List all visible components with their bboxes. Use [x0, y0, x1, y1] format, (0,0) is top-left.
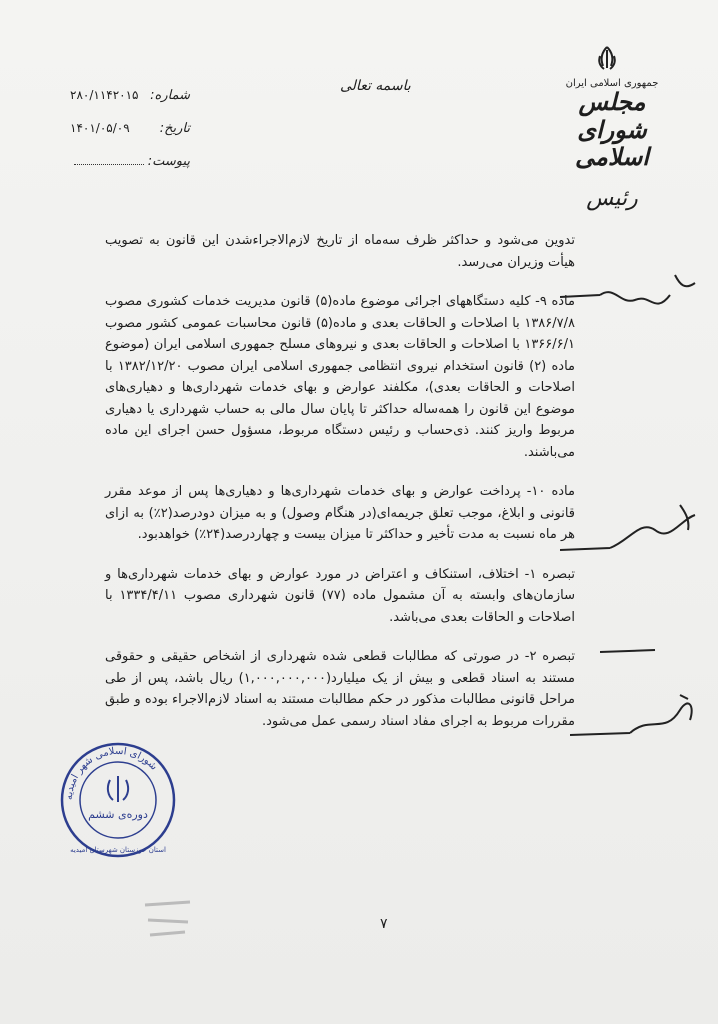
faint-scribble-icon: [140, 890, 200, 950]
margin-signature-1-icon: [560, 265, 700, 325]
number-label: شماره:: [150, 88, 190, 103]
date-value: ۱۴۰۱/۰۵/۰۹: [70, 121, 130, 135]
council-stamp: [58, 740, 178, 860]
paragraph-intro: تدوین می‌شود و حداکثر ظرف سه‌ماه از تاریخ لازم‌الاجراءشدن این قانون به تصویب هیأت وزیران می‌رسد.: [105, 233, 575, 270]
date-row: [70, 121, 190, 136]
letter-metadata: [70, 88, 190, 187]
stamp-bottom-text: استان خوزستان شهرستان امیدیه: [70, 846, 166, 854]
number-value: ۲۸۰/۱۱۴۲۰۱۵: [70, 88, 139, 102]
paragraph-note-2: تبصره ۲- در صورتی که مطالبات قطعی شده شهرداری از اشخاص حقیقی و حقوقی مستند به اسناد قطعی و بیش از یک میلیارد(۱,۰۰۰,۰۰۰,۰۰۰) ریال باشد، پس از طی مراحل قانونی مطالبات مذکور در حکم مطالبات مستند به اسناد لازم‌الاجراء بوده و طبق مقررات مربوط به اجرای مفاد اسناد رسمی عمل می‌شود.: [105, 649, 575, 729]
stamp-inner-text: دوره‌ی ششم: [88, 808, 148, 821]
paragraph-article-10: ماده ۱۰- پرداخت عوارض و بهای خدمات شهرداری‌ها و دهیاری‌ها پس از موعد مقرر قانونی و ابلاغ، موجب تعلق جریمه‌ای(در هنگام وصول) و به میزان دودرصد(۲٪) به ازای هر ماه نسبت به مدت تأخیر و حداکثر تا میزان بیست و چهاردرصد(۲۴٪) خواهدبود.: [105, 484, 575, 542]
iran-emblem-icon: [592, 44, 622, 74]
paragraph-article-9: ماده ۹- کلیه دستگاههای اجرائی موضوع ماده(۵) قانون مدیریت خدمات کشوری مصوب ۱۳۸۶/۷/۸ با اصلاحات و الحاقات بعدی و ماده(۵) قانون محاسبات عمومی کشور مصوب ۱۳۶۶/۶/۱ با اصلاحات و الحاقات بعدی و نیروهای مسلح جمهوری اسلامی ایران (موضوع ماده (۲) قانون استخدام نیروی انتظامی جمهوری اسلامی ایران مصوب ۱۳۸۲/۱۲/۲۰ با اصلاحات و الحاقات بعدی)، مکلفند عوارض و بهای خدمات شهرداری‌ها و دهیاری‌های موضوع این قانون را همه‌ساله حداکثر تا پایان سال مالی به حساب شهرداری یا دهیاری مربوط واریز کنند. ذی‌حساب و رئیس دستگاه مربوط، مسؤول حسن اجرای این ماده می‌باشند.: [105, 294, 575, 460]
margin-signature-3-icon: [570, 685, 700, 745]
letterhead-role: رئیس: [586, 185, 638, 211]
margin-signature-2-icon: [560, 500, 700, 560]
stamp-outer-text: شورای اسلامی شهر امیدیه: [63, 745, 160, 801]
parliament-letterhead: [542, 78, 682, 211]
margin-dash-icon: [600, 640, 660, 660]
letterhead-country: جمهوری اسلامی ایران: [565, 78, 659, 89]
top-invocation: باسمه تعالی: [340, 78, 411, 94]
number-row: [70, 88, 190, 103]
paragraph-note-1: تبصره ۱- اختلاف، استنکاف و اعتراض در مورد عوارض و بهای خدمات شهرداری‌ها و سازمان‌های وابسته به آن مشمول ماده (۷۷) قانون شهرداری مصوب ۱۳۳۴/۴/۱۱ با اصلاحات و الحاقات بعدی می‌باشد.: [105, 566, 575, 625]
attachment-label: پیوست:: [147, 154, 190, 169]
attachment-dots: [74, 154, 144, 165]
letterhead-title: مجلس شورای اسلامی: [575, 88, 649, 172]
date-label: تاریخ:: [159, 121, 190, 136]
page-number: ۷: [380, 916, 388, 932]
document-body: [105, 230, 575, 750]
attachment-row: [70, 154, 190, 169]
